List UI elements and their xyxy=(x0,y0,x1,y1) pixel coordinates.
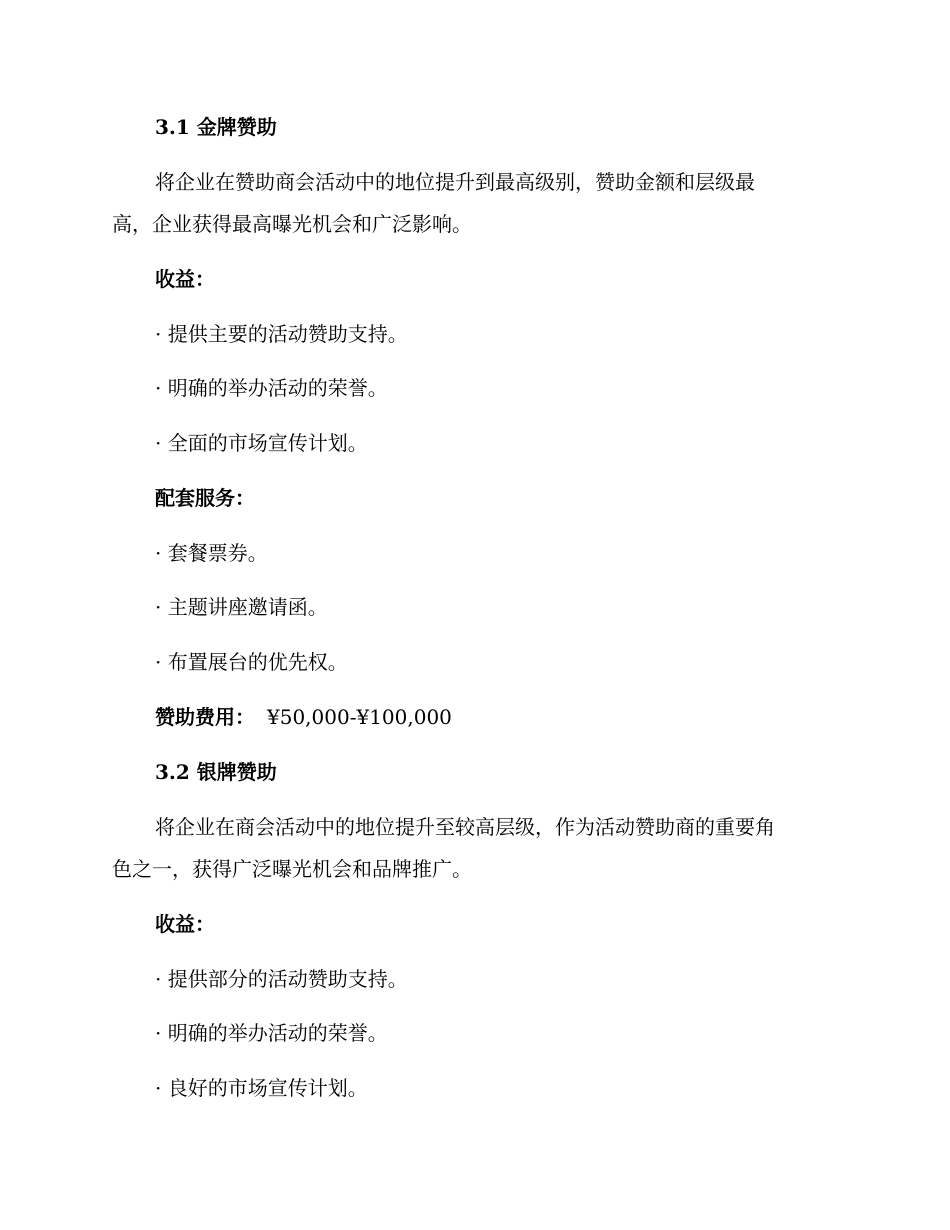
paragraph-gold-line-2: 高，企业获得最高曝光机会和广泛影响。 xyxy=(112,212,472,236)
fee-line-gold xyxy=(0,703,950,731)
list-item: · 全面的市场宣传计划。 xyxy=(155,431,368,455)
list-item: · 提供主要的活动赞助支持。 xyxy=(155,322,408,346)
paragraph-silver-line-1: 将企业在商会活动中的地位提升至较高层级，作为活动赞助商的重要角 xyxy=(155,815,775,839)
paragraph-silver-line-2: 色之一，获得广泛曝光机会和品牌推广。 xyxy=(112,857,472,881)
list-item: · 套餐票券。 xyxy=(155,541,268,565)
list-item: · 明确的举办活动的荣誉。 xyxy=(155,376,388,400)
list-item: · 提供部分的活动赞助支持。 xyxy=(155,967,408,991)
fee-value: ¥50,000-¥100,000 xyxy=(267,705,452,729)
benefits-label-silver: 收益： xyxy=(155,912,215,936)
section-heading-gold: 3.1 金牌赞助 xyxy=(155,115,277,139)
fee-label: 赞助费用： xyxy=(155,705,255,729)
list-item: · 良好的市场宣传计划。 xyxy=(155,1076,368,1100)
list-item: · 布置展台的优先权。 xyxy=(155,650,348,674)
list-item: · 主题讲座邀请函。 xyxy=(155,595,328,619)
list-item: · 明确的举办活动的荣誉。 xyxy=(155,1021,388,1045)
section-heading-silver: 3.2 银牌赞助 xyxy=(155,760,277,784)
benefits-label-gold: 收益： xyxy=(155,267,215,291)
services-label-gold: 配套服务： xyxy=(155,486,255,510)
paragraph-gold-line-1: 将企业在赞助商会活动中的地位提升到最高级别，赞助金额和层级最 xyxy=(155,170,755,194)
